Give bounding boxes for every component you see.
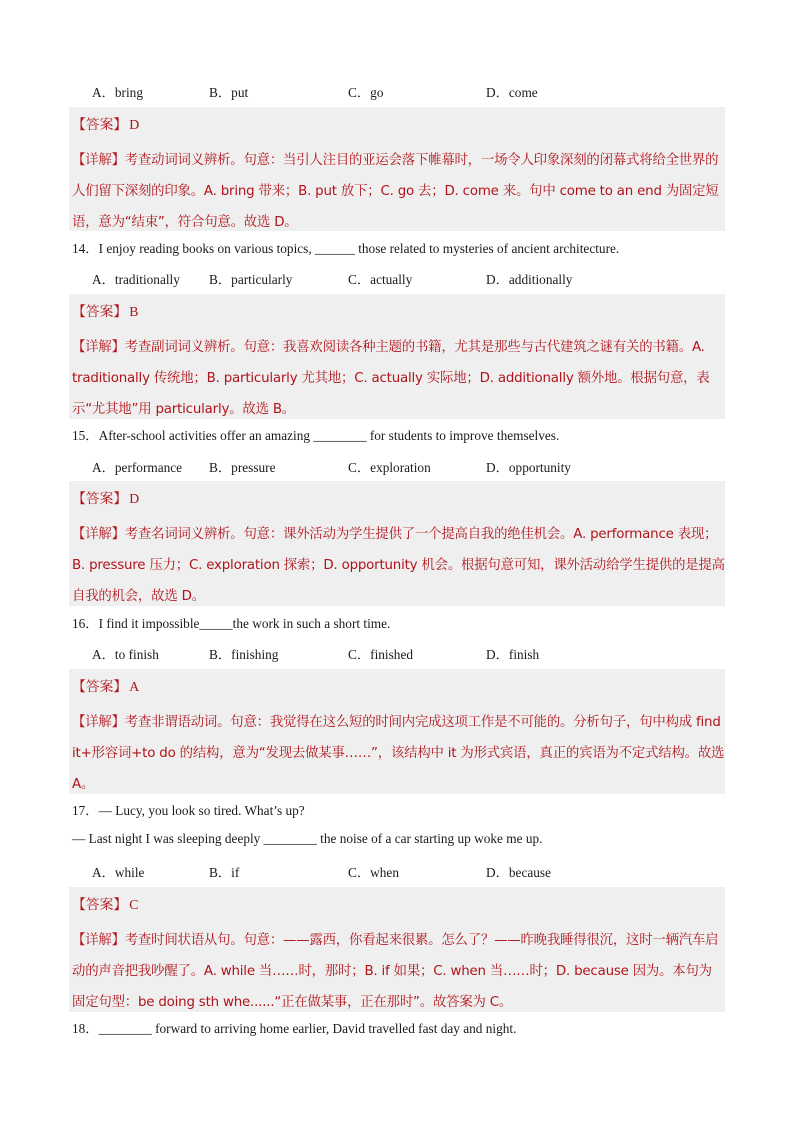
option-c: C．go <box>348 85 384 100</box>
option-c: C．exploration <box>348 460 431 475</box>
detail-label: 【详解】 <box>72 527 125 542</box>
q14-options <box>92 269 742 289</box>
answer-value: B <box>129 304 139 319</box>
answer-label: 【答案】 <box>72 117 128 133</box>
answer-line <box>72 675 139 695</box>
answer-value: D <box>129 491 140 506</box>
detail-text: 考查副词词义辨析。句意：我喜欢阅读各种主题的书籍，尤其是那些与古代建筑之谜有关的书籍。A. traditionally 传统地；B. particularly 尤其地；C. actually 实际地；D. additionally 额外地。根据句意，表示“尤其地”用 particularly。故选 B。 <box>72 340 710 418</box>
q13-answer-box <box>69 107 725 231</box>
answer-value: C <box>129 897 139 912</box>
answer-label: 【答案】 <box>72 679 128 695</box>
option-d: D．because <box>486 865 551 880</box>
option-a: A．performance <box>92 460 183 475</box>
option-b: B．put <box>209 85 249 100</box>
question-15: 15．After-school activities offer an amazing ________ for students to improve themselves. <box>72 428 560 443</box>
option-c: C．when <box>348 865 399 880</box>
option-b: B．particularly <box>209 272 293 287</box>
answer-line <box>72 113 139 133</box>
explanation <box>72 925 725 1019</box>
option-c: C．actually <box>348 272 413 287</box>
answer-line <box>72 893 138 913</box>
answer-line <box>72 300 138 320</box>
q13-options <box>92 82 742 102</box>
answer-label: 【答案】 <box>72 897 128 913</box>
answer-line <box>72 487 139 507</box>
q17-answer-box <box>69 887 725 1012</box>
detail-label: 【详解】 <box>72 933 125 948</box>
answer-value: D <box>129 117 140 132</box>
detail-label: 【详解】 <box>72 340 125 355</box>
q16-answer-box <box>69 669 725 794</box>
answer-value: A <box>129 679 140 694</box>
answer-label: 【答案】 <box>72 304 128 320</box>
option-d: D．opportunity <box>486 460 571 475</box>
option-b: B．pressure <box>209 460 276 475</box>
option-a: A．bring <box>92 85 143 100</box>
q15-answer-box <box>69 481 725 606</box>
detail-label: 【详解】 <box>72 153 125 168</box>
q14-answer-box <box>69 294 725 419</box>
explanation <box>72 145 725 239</box>
option-d: D．additionally <box>486 272 573 287</box>
option-a: A．to finish <box>92 647 159 662</box>
explanation <box>72 707 725 801</box>
option-b: B．if <box>209 865 240 880</box>
option-a: A．traditionally <box>92 272 180 287</box>
question-17: 17．— Lucy, you look so tired. What’s up? <box>72 803 305 818</box>
detail-label: 【详解】 <box>72 715 125 730</box>
explanation <box>72 332 725 426</box>
question-17-reply: — Last night I was sleeping deeply ________ the noise of a car starting up woke me up. <box>72 831 543 846</box>
option-c: C．finished <box>348 647 414 662</box>
answer-label: 【答案】 <box>72 491 128 507</box>
detail-text: 考查名词词义辨析。句意：课外活动为学生提供了一个提高自我的绝佳机会。A. performance 表现；B. pressure 压力；C. exploration 探索；D. opportunity 机会。根据句意可知，课外活动给学生提供的是提高自我的机会，故选 D。 <box>72 527 725 605</box>
question-18: 18．________ forward to arriving home earlier, David travelled fast day and night. <box>72 1021 517 1036</box>
option-b: B．finishing <box>209 647 279 662</box>
q16-options <box>92 644 742 664</box>
q15-options <box>92 457 742 477</box>
option-d: D．finish <box>486 647 540 662</box>
option-a: A．while <box>92 865 145 880</box>
option-d: D．come <box>486 85 538 100</box>
explanation <box>72 519 725 613</box>
detail-text: 考查非谓语动词。句意：我觉得在这么短的时间内完成这项工作是不可能的。分析句子，句中构成 find it+形容词+to do 的结构，意为“发现去做某事……”，该结构中 it 为形式宾语，真正的宾语为不定式结构。故选 A。 <box>72 715 725 793</box>
detail-text: 考查时间状语从句。句意：——露西，你看起来很累。怎么了？——昨晚我睡得很沉，这时一辆汽车启动的声音把我吵醒了。A. while 当……时，那时；B. if 如果；C. when 当……时；D. because 因为。本句为固定句型：be doing sth whe......“正在做某事，正在那时”。故答案为 C。 <box>72 933 719 1011</box>
question-16: 16．I find it impossible_____the work in such a short time. <box>72 616 391 631</box>
detail-text: 考查动词词义辨析。句意：当引人注目的亚运会落下帷幕时，一场令人印象深刻的闭幕式将给全世界的人们留下深刻的印象。A. bring 带来；B. put 放下；C. go 去；D. come 来。句中 come to an end 为固定短语，意为“结束”，符合句意。故选 D。 <box>72 153 719 231</box>
question-14: 14．I enjoy reading books on various topics, ______ those related to mysteries of ancient architecture. <box>72 241 620 256</box>
q17-options <box>92 862 742 882</box>
